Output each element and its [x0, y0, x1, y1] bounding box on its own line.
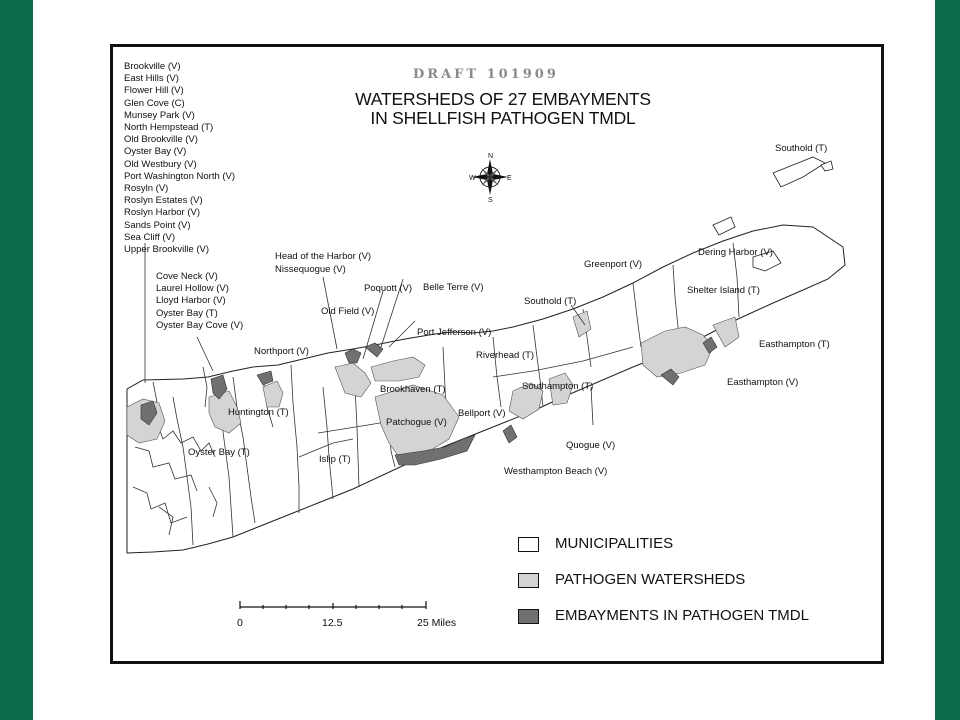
list-item: Old Westbury (V) [124, 158, 197, 170]
legend-swatch [518, 609, 539, 624]
label-easthampton-v: Easthampton (V) [727, 377, 799, 388]
scale-label-mid: 12.5 [322, 617, 343, 629]
label-easthampton-t: Easthampton (T) [759, 339, 830, 350]
label-islip: Islip (T) [319, 454, 351, 465]
scale-label-0: 0 [237, 617, 243, 629]
map-frame [110, 44, 884, 664]
scale-bar [240, 601, 426, 609]
list-item: Oyster Bay Cove (V) [156, 319, 244, 331]
left-accent-bar [0, 0, 33, 720]
compass-e: E [507, 175, 512, 182]
label-nissequogue: Nissequogue (V) [275, 264, 346, 275]
map-title-line2: IN SHELLFISH PATHOGEN TMDL [370, 108, 636, 128]
legend-swatch [518, 573, 539, 588]
label-westhampton-beach: Westhampton Beach (V) [504, 466, 608, 477]
municipality-list-2 [156, 271, 243, 332]
right-accent-bar [935, 0, 960, 720]
list-item: East Hills (V) [124, 73, 179, 85]
label-head-of-harbor: Head of the Harbor (V) [275, 251, 372, 262]
list-item: Oyster Bay (V) [124, 146, 187, 158]
label-quogue: Quogue (V) [566, 440, 616, 451]
list-item: Roslyn Estates (V) [124, 195, 203, 207]
list-item: Old Brookville (V) [124, 134, 198, 146]
list-item: Sea Cliff (V) [124, 231, 176, 243]
label-patchogue: Patchogue (V) [386, 417, 447, 428]
list-item: Glen Cove (C) [124, 97, 185, 109]
label-brookhaven: Brookhaven (T) [380, 384, 446, 395]
legend-label: EMBAYMENTS IN PATHOGEN TMDL [555, 607, 809, 624]
scale-label-max: 25 Miles [417, 617, 457, 629]
list-item: Roslyn Harbor (V) [124, 207, 201, 219]
list-item: Flower Hill (V) [124, 85, 184, 97]
label-southold-north: Southold (T) [775, 143, 828, 154]
label-southampton: Southampton (T) [522, 381, 594, 392]
label-greenport: Greenport (V) [584, 259, 643, 270]
list-item: Lloyd Harbor (V) [156, 295, 226, 307]
legend-label: PATHOGEN WATERSHEDS [555, 571, 746, 588]
legend-label: MUNICIPALITIES [555, 535, 674, 552]
label-huntington: Huntington (T) [228, 407, 289, 418]
list-item: Rosyln (V) [124, 183, 169, 195]
list-item: Cove Neck (V) [156, 271, 218, 282]
list-item: Laurel Hollow (V) [156, 283, 229, 295]
label-oyster-bay-t: Oyster Bay (T) [188, 447, 250, 458]
label-riverhead: Riverhead (T) [476, 350, 535, 361]
label-port-jefferson: Port Jefferson (V) [417, 327, 492, 338]
label-northport: Northport (V) [254, 346, 309, 357]
list-item: Port Washington North (V) [124, 170, 236, 182]
list-item: Brookville (V) [124, 61, 181, 72]
label-poquott: Poquott (V) [364, 283, 413, 294]
compass-s: S [488, 197, 493, 204]
draft-label: DRAFT 101909 [413, 67, 559, 82]
label-southold: Southold (T) [524, 296, 577, 307]
map-title [303, 90, 703, 128]
label-belle-terre: Belle Terre (V) [423, 282, 484, 293]
list-item: Munsey Park (V) [124, 109, 195, 121]
list-item: Sands Point (V) [124, 219, 191, 231]
label-dering-harbor: Dering Harbor (V) [698, 247, 773, 258]
list-item: Oyster Bay (T) [156, 307, 218, 319]
label-bellport: Bellport (V) [458, 408, 506, 419]
map-title-line1: WATERSHEDS OF 27 EMBAYMENTS [355, 89, 651, 109]
municipality-list-1 [124, 61, 235, 256]
compass-rose-icon [472, 159, 508, 195]
label-shelter-island: Shelter Island (T) [687, 285, 760, 296]
label-old-field: Old Field (V) [321, 306, 375, 317]
legend-swatch [518, 537, 539, 552]
compass-w: W [469, 175, 476, 182]
compass-n: N [488, 153, 494, 160]
list-item: Upper Brookville (V) [124, 244, 209, 256]
list-item: North Hempstead (T) [124, 122, 214, 134]
